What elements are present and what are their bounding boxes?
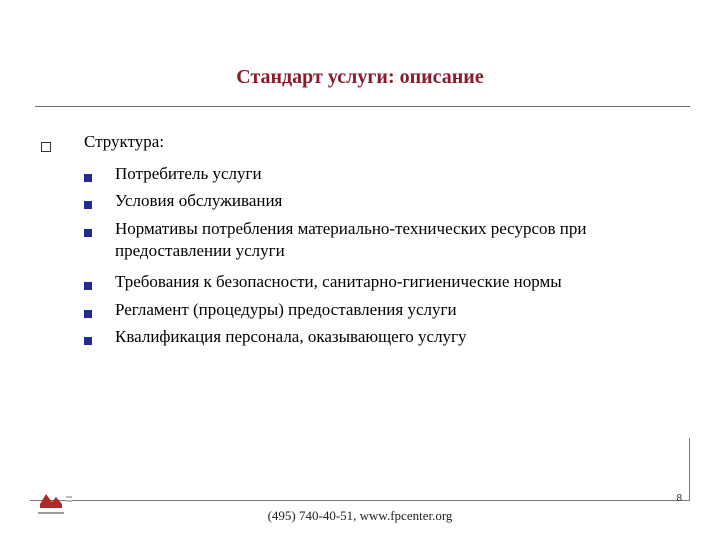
filled-square-bullet-icon (84, 282, 92, 290)
structure-heading: Структура: (84, 132, 165, 151)
slide-title: Стандарт услуги: описание (236, 66, 484, 88)
list-item: Регламент (процедуры) предоставления услуги (115, 300, 457, 319)
footer-divider (30, 500, 690, 501)
page-number: 8 (676, 493, 682, 504)
footer-contact: (495) 740-40-51, www.fpcenter.org (267, 508, 453, 523)
filled-square-bullet-icon (84, 337, 92, 345)
title-divider (35, 106, 690, 107)
list-item: Потребитель услуги (115, 164, 262, 183)
list-item: Условия обслуживания (115, 191, 283, 210)
list-item: Требования к безопасности, санитарно-гигиенические нормы (115, 272, 562, 291)
list-item: Квалификация персонала, оказывающего услугу (115, 327, 467, 346)
footer-vertical-rule (689, 438, 690, 500)
filled-square-bullet-icon (84, 201, 92, 209)
filled-square-bullet-icon (84, 310, 92, 318)
filled-square-bullet-icon (84, 229, 92, 237)
list-item: Нормативы потребления материально-технических ресурсов при предоставлении услуги (115, 219, 587, 260)
hollow-square-bullet-icon (41, 142, 51, 152)
filled-square-bullet-icon (84, 174, 92, 182)
